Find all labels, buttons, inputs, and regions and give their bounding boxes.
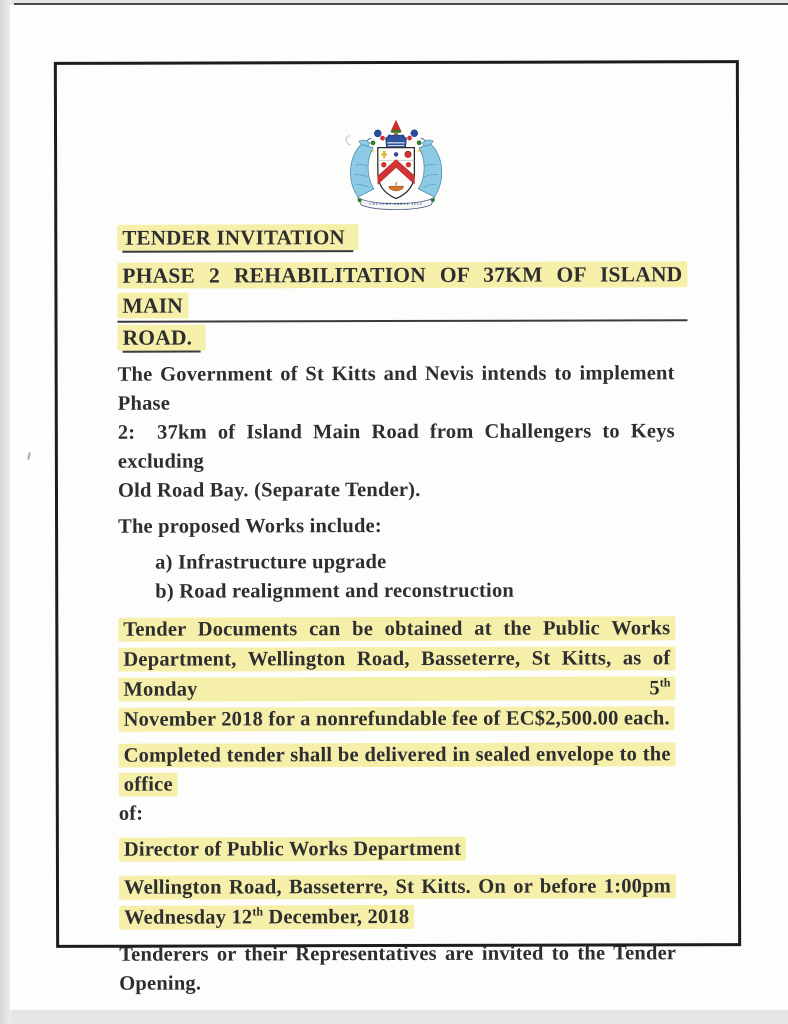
subtitle-line-2: ROAD. <box>118 321 675 352</box>
delivery-paragraph <box>119 740 676 828</box>
ordinal-suffix: th <box>659 675 671 690</box>
ordinal-suffix: th <box>252 904 264 919</box>
obtain-line-2: Department, Wellington Road, Basseterre, St Kitts, as of Monday 5th <box>118 643 675 704</box>
document-subtitle <box>117 259 683 352</box>
scan-speck <box>27 452 31 460</box>
closing-line-1: Tenderers or their Representatives are invited to the Tender <box>119 942 677 966</box>
obtain-line-3: November 2018 for a nonrefundable fee of EC$2,500.00 each. <box>119 703 676 734</box>
delivery-line-2: of: <box>118 802 144 825</box>
scanned-page <box>10 5 788 1010</box>
works-item-b: b) Road realignment and reconstruction <box>155 579 515 603</box>
motto-text: COUNTRY ABOVE SELF <box>368 201 423 206</box>
subtitle-line-1: PHASE 2 REHABILITATION OF 37KM OF ISLAND MAIN <box>117 259 687 322</box>
obtain-paragraph <box>118 613 675 734</box>
coat-of-arms <box>335 119 455 216</box>
document-body <box>57 63 738 1006</box>
st-kitts-nevis-crest-icon <box>335 119 455 216</box>
intro-paragraph <box>118 359 675 505</box>
works-item-a: a) Infrastructure upgrade <box>155 551 387 574</box>
intro-line-2: 2: 37km of Island Main Road from Challengers to Keys excluding <box>117 420 675 473</box>
director-line: Director of Public Works Department <box>119 834 676 864</box>
intro-line-1: The Government of St Kitts and Nevis intends to implement Phase <box>117 362 675 415</box>
deadline-line-2: Wednesday 12th December, 2018 <box>119 901 676 932</box>
deadline-line-1: Wellington Road, Basseterre, St Kitts. On or before 1:00pm <box>119 871 676 902</box>
delivery-line-1: Completed tender shall be delivered in sealed envelope to the office <box>119 740 676 799</box>
intro-line-3: Old Road Bay. (Separate Tender). <box>117 478 421 502</box>
obtain-line-1: Tender Documents can be obtained at the Public Works <box>118 613 675 644</box>
deadline-paragraph <box>119 871 676 932</box>
document-title: TENDER INVITATION <box>117 222 674 252</box>
closing-paragraph <box>119 939 676 998</box>
works-list <box>118 547 675 606</box>
works-heading: The proposed Works include: <box>118 515 382 538</box>
closing-line-2: Opening. <box>119 972 202 995</box>
page-border-frame <box>54 60 741 995</box>
